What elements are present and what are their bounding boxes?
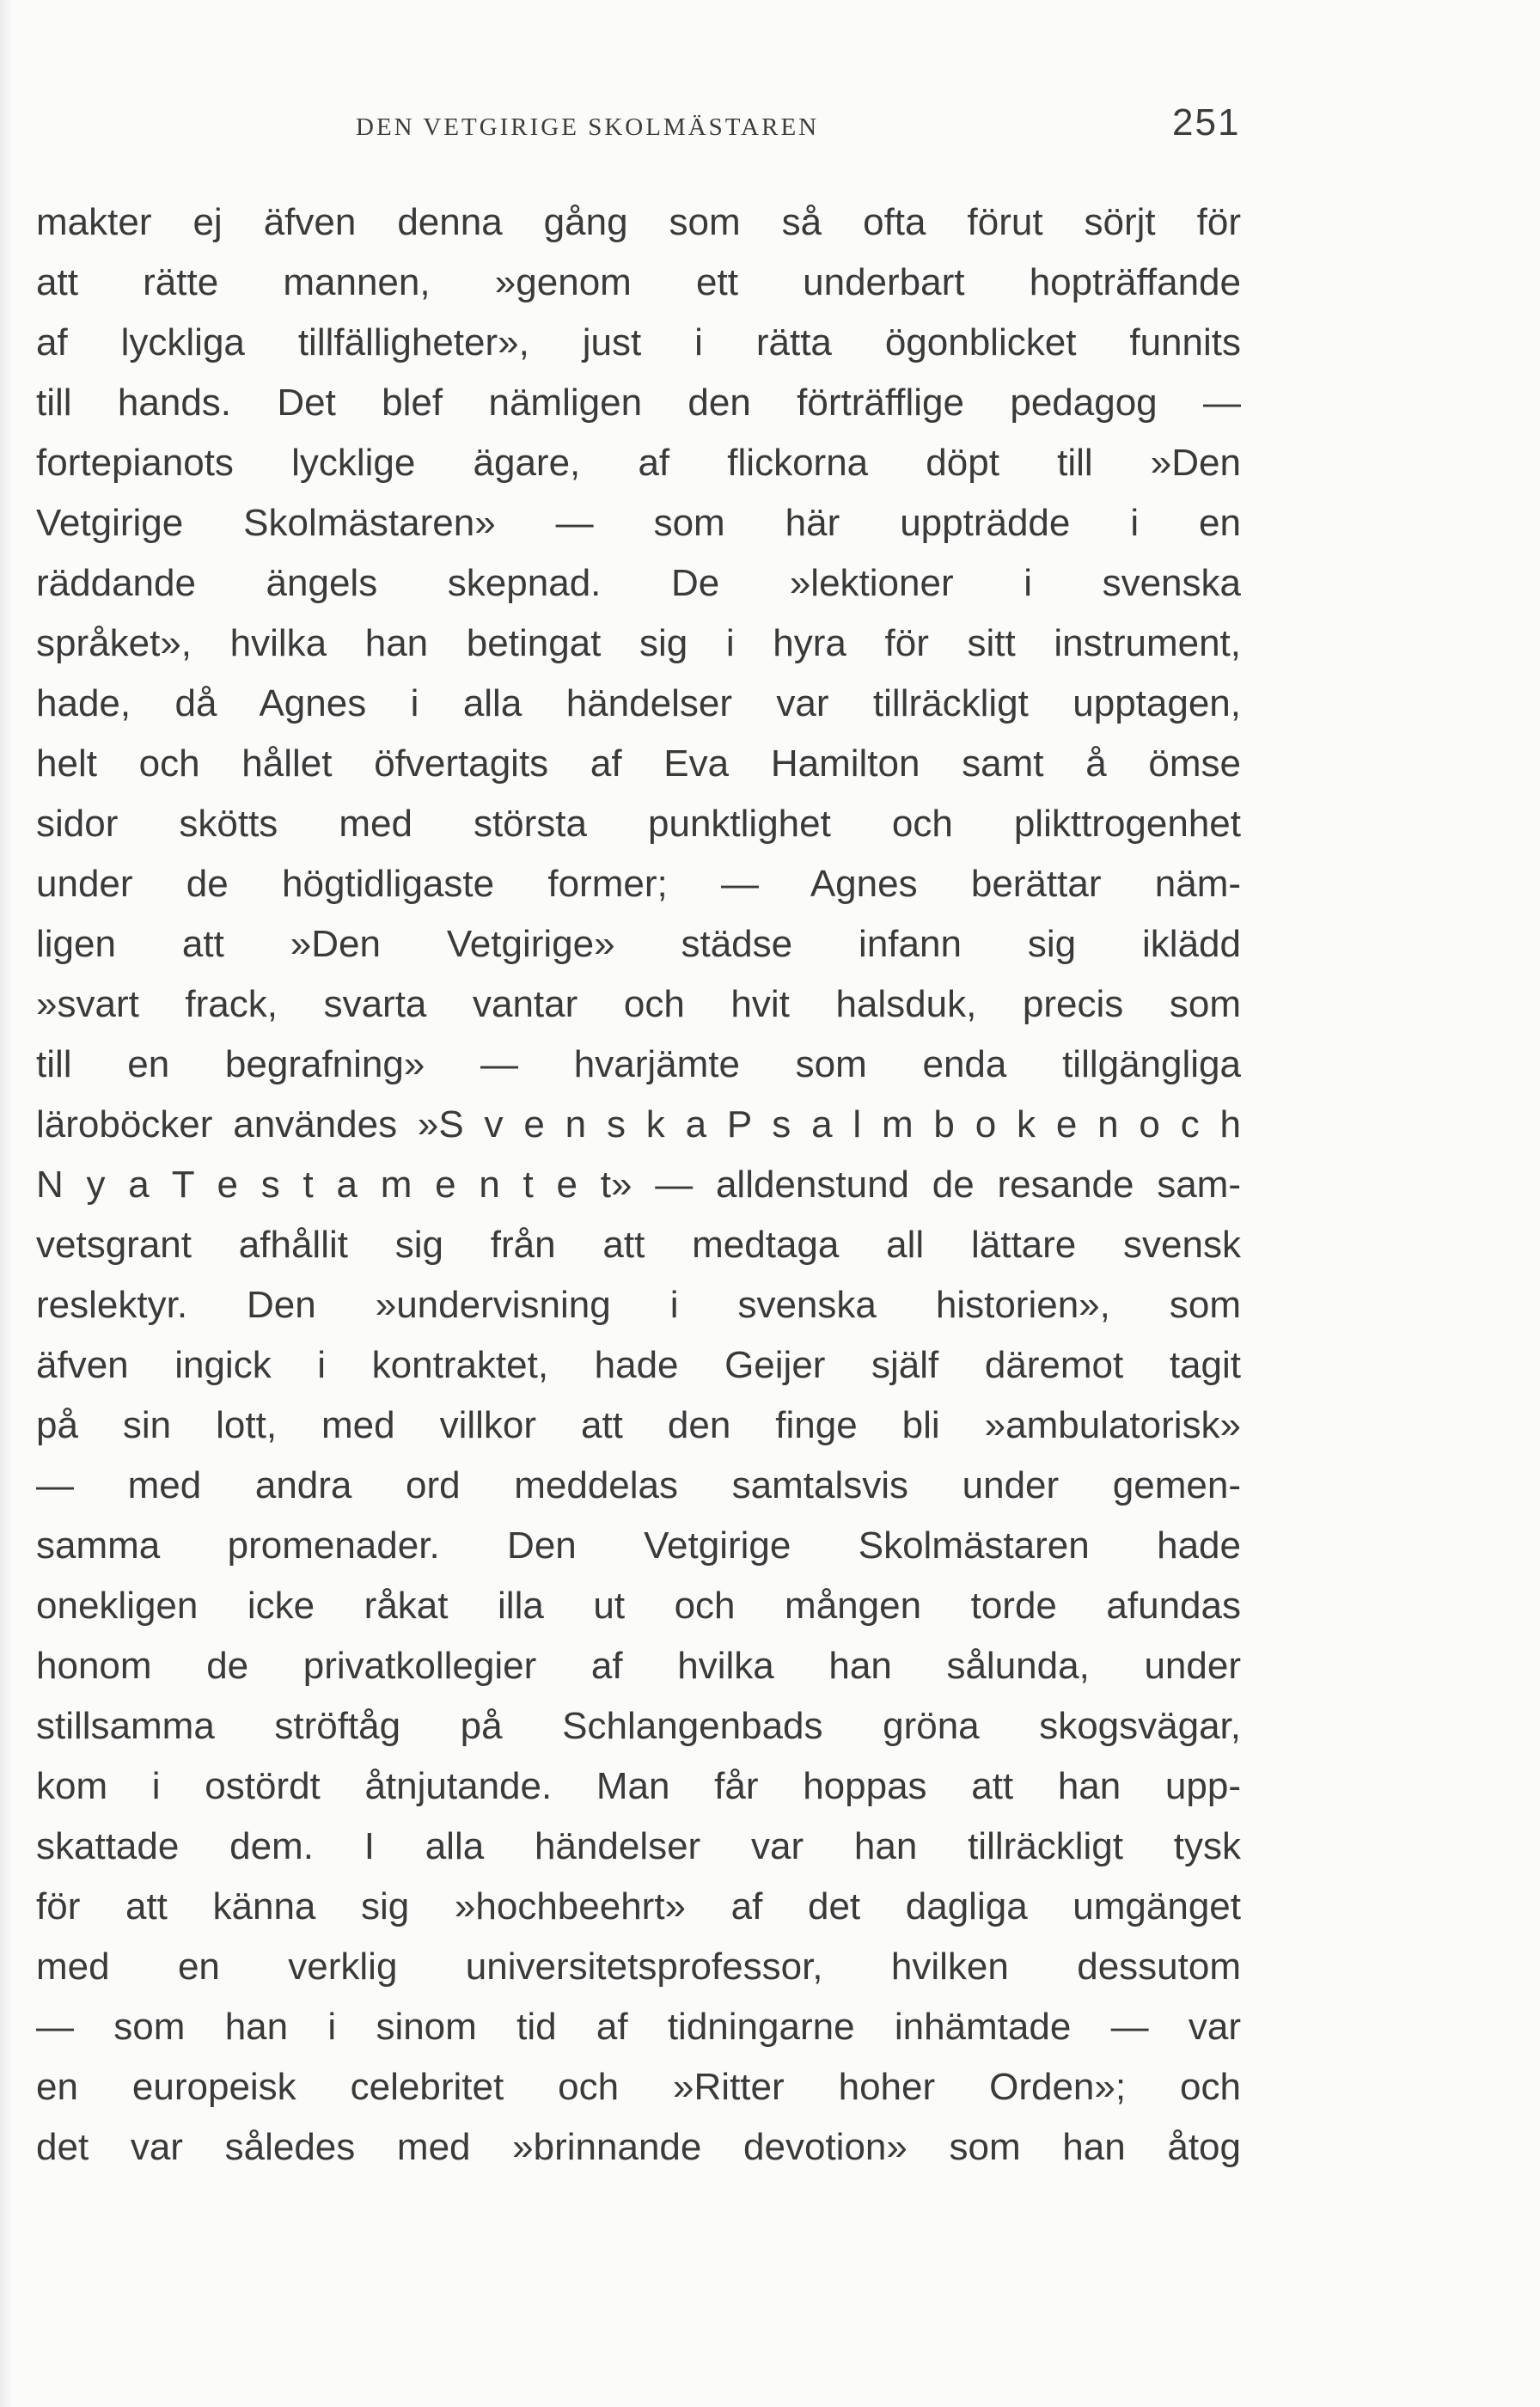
text-line: på sin lott, med villkor att den finge bli »ambulatorisk» (36, 1404, 1241, 1446)
text-line: till en begrafning» — hvarjämte som enda tillgängliga (36, 1043, 1241, 1085)
text-line: under de högtidligaste former; — Agnes berättar näm- (36, 863, 1241, 905)
running-title: DEN VETGIRIGE SKOLMÄSTAREN (356, 113, 820, 141)
text-line: — med andra ord meddelas samtalsvis under gemen- (36, 1464, 1241, 1506)
text-line: ligen att »Den Vetgirige» städse infann sig iklädd (36, 923, 1241, 965)
text-line: för att känna sig »hochbeehrt» af det dagliga umgänget (36, 1885, 1241, 1927)
text-line: makter ej äfven denna gång som så ofta förut sörjt för (36, 201, 1241, 243)
text-line: »svart frack, svarta vantar och hvit halsduk, precis som (36, 983, 1241, 1025)
text-line: Vetgirige Skolmästaren» — som här uppträdde i en (36, 502, 1241, 544)
text-line: N y a T e s t a m e n t e t» — alldenstund de resande sam- (36, 1164, 1241, 1206)
body-text (36, 192, 1241, 2178)
text-line: sidor skötts med största punktlighet och plikttrogenhet (36, 803, 1241, 845)
text-line: hade, då Agnes i alla händelser var tillräckligt upptagen, (36, 682, 1241, 724)
text-line: af lyckliga tillfälligheter», just i rätta ögonblicket funnits (36, 321, 1241, 363)
text-line: honom de privatkollegier af hvilka han sålunda, under (36, 1645, 1241, 1687)
text-line: en europeisk celebritet och »Ritter hoher Orden»; och (36, 2066, 1241, 2108)
text-line: det var således med »brinnande devotion» som han åtog (36, 2126, 1241, 2168)
text-line: reslektyr. Den »undervisning i svenska historien», som (36, 1284, 1241, 1326)
text-line: äfven ingick i kontraktet, hade Geijer själf däremot tagit (36, 1344, 1241, 1386)
running-header (0, 101, 1540, 153)
text-line: att rätte mannen, »genom ett underbart hopträffande (36, 261, 1241, 303)
text-line: skattade dem. I alla händelser var han tillräckligt tysk (36, 1825, 1241, 1867)
text-line: kom i ostördt åtnjutande. Man får hoppas att han upp- (36, 1765, 1241, 1807)
text-line: till hands. Det blef nämligen den förträfflige pedagog — (36, 382, 1241, 424)
text-line: helt och hållet öfvertagits af Eva Hamilton samt å ömse (36, 742, 1241, 785)
text-line: fortepianots lycklige ägare, af flickorna döpt till »Den (36, 442, 1241, 484)
text-line: onekligen icke råkat illa ut och mången torde afundas (36, 1585, 1241, 1627)
text-line: med en verklig universitetsprofessor, hvilken dessutom (36, 1946, 1241, 1988)
text-line: läroböcker användes »S v e n s k a P s a l m b o k e n o c h (36, 1103, 1241, 1145)
text-line: — som han i sinom tid af tidningarne inhämtade — var (36, 2006, 1241, 2048)
text-line: vetsgrant afhållit sig från att medtaga all lättare svensk (36, 1224, 1241, 1266)
text-line: samma promenader. Den Vetgirige Skolmästaren hade (36, 1524, 1241, 1567)
text-line: språket», hvilka han betingat sig i hyra för sitt instrument, (36, 622, 1241, 664)
page-number: 251 (1172, 101, 1241, 144)
text-line: stillsamma ströftåg på Schlangenbads gröna skogsvägar, (36, 1705, 1241, 1747)
page-edge-shadow (0, 0, 12, 2407)
text-line: räddande ängels skepnad. De »lektioner i svenska (36, 562, 1241, 604)
